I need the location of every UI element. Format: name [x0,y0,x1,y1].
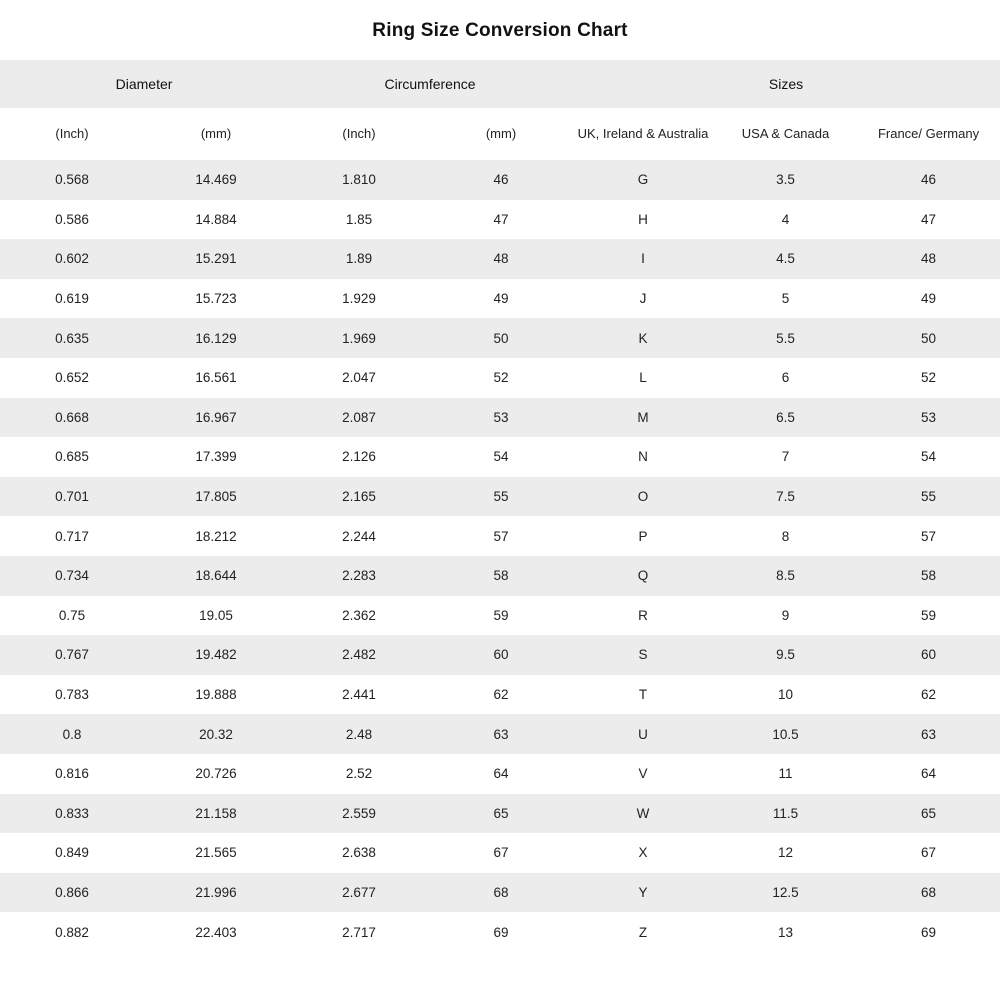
table-cell: U [572,714,714,754]
table-cell: 8.5 [714,556,857,596]
table-cell: 62 [857,675,1000,715]
table-cell: 6 [714,358,857,398]
table-cell: 17.805 [144,477,288,517]
table-cell: Z [572,912,714,952]
table-cell: 58 [857,556,1000,596]
table-cell: 2.087 [288,398,430,438]
table-cell: 16.129 [144,318,288,358]
table-cell: 1.810 [288,160,430,200]
table-cell: 48 [857,239,1000,279]
table-cell: T [572,675,714,715]
table-cell: 65 [857,794,1000,834]
column-header-uk-ireland-australia: UK, Ireland & Australia [572,108,714,160]
table-cell: 53 [857,398,1000,438]
table-cell: 0.767 [0,635,144,675]
table-cell: 2.283 [288,556,430,596]
table-cell: 57 [857,516,1000,556]
page-title: Ring Size Conversion Chart [372,20,628,41]
table-row [0,200,1000,240]
table-cell: 11.5 [714,794,857,834]
table-cell: P [572,516,714,556]
table-cell: 12.5 [714,873,857,913]
table-cell: 2.482 [288,635,430,675]
table-cell: 0.635 [0,318,144,358]
table-cell: 15.723 [144,279,288,319]
table-cell: 4.5 [714,239,857,279]
table-cell: 63 [857,714,1000,754]
table-cell: 8 [714,516,857,556]
table-cell: 2.48 [288,714,430,754]
group-header-diameter: Diameter [0,60,288,108]
table-cell: 1.85 [288,200,430,240]
table-cell: 16.967 [144,398,288,438]
table-cell: 0.866 [0,873,144,913]
table-cell: 0.602 [0,239,144,279]
table-row [0,556,1000,596]
table-cell: R [572,596,714,636]
table-cell: 14.884 [144,200,288,240]
table-cell: 2.126 [288,437,430,477]
table-cell: 2.52 [288,754,430,794]
table-cell: 0.717 [0,516,144,556]
table-cell: 65 [430,794,572,834]
table-cell: 21.158 [144,794,288,834]
table-cell: 2.559 [288,794,430,834]
table-cell: 55 [857,477,1000,517]
table-cell: 47 [430,200,572,240]
table-cell: 3.5 [714,160,857,200]
table-cell: 5 [714,279,857,319]
column-header-circumference-inch: (Inch) [288,108,430,160]
table-row [0,239,1000,279]
table-cell: 12 [714,833,857,873]
table-cell: V [572,754,714,794]
table-cell: N [572,437,714,477]
table-cell: 22.403 [144,912,288,952]
table-cell: 68 [857,873,1000,913]
table-cell: 2.677 [288,873,430,913]
table-cell: 0.833 [0,794,144,834]
table-cell: 49 [857,279,1000,319]
table-cell: M [572,398,714,438]
table-cell: 1.969 [288,318,430,358]
table-cell: 14.469 [144,160,288,200]
table-cell: 0.685 [0,437,144,477]
table-cell: S [572,635,714,675]
table-cell: 49 [430,279,572,319]
table-row [0,675,1000,715]
column-header-circumference-mm: (mm) [430,108,572,160]
table-cell: L [572,358,714,398]
table-cell: 0.734 [0,556,144,596]
table-row [0,794,1000,834]
table-row [0,754,1000,794]
table-cell: 64 [430,754,572,794]
table-cell: I [572,239,714,279]
table-cell: 48 [430,239,572,279]
table-cell: 58 [430,556,572,596]
group-header-circumference: Circumference [288,60,572,108]
table-row [0,635,1000,675]
table-cell: 10.5 [714,714,857,754]
table-row [0,279,1000,319]
table-cell: 2.165 [288,477,430,517]
table-row [0,318,1000,358]
table-cell: 47 [857,200,1000,240]
table-row [0,437,1000,477]
table-cell: 60 [430,635,572,675]
table-cell: 69 [857,912,1000,952]
table-cell: 0.8 [0,714,144,754]
table-cell: 9.5 [714,635,857,675]
table-cell: 11 [714,754,857,794]
table-cell: 53 [430,398,572,438]
table-cell: 0.619 [0,279,144,319]
table-cell: 19.482 [144,635,288,675]
table-cell: 2.441 [288,675,430,715]
table-cell: X [572,833,714,873]
table-cell: 67 [430,833,572,873]
table-cell: 2.244 [288,516,430,556]
table-cell: 68 [430,873,572,913]
table-cell: 4 [714,200,857,240]
table-cell: 1.89 [288,239,430,279]
table-cell: 69 [430,912,572,952]
table-cell: 2.362 [288,596,430,636]
table-row [0,477,1000,517]
table-cell: 15.291 [144,239,288,279]
table-cell: 46 [430,160,572,200]
sub-header-row [0,108,1000,160]
group-header-sizes: Sizes [572,60,1000,108]
table-row [0,873,1000,913]
table-cell: G [572,160,714,200]
table-cell: 1.929 [288,279,430,319]
table-cell: 0.882 [0,912,144,952]
table-cell: 54 [430,437,572,477]
table-cell: 2.638 [288,833,430,873]
table-cell: 7 [714,437,857,477]
column-header-france-germany: France/ Germany [857,108,1000,160]
table-cell: 7.5 [714,477,857,517]
table-cell: 16.561 [144,358,288,398]
column-header-diameter-mm: (mm) [144,108,288,160]
table-cell: 5.5 [714,318,857,358]
table-cell: 59 [857,596,1000,636]
table-cell: 63 [430,714,572,754]
table-cell: 19.888 [144,675,288,715]
table-cell: 21.996 [144,873,288,913]
table-cell: 57 [430,516,572,556]
table-cell: J [572,279,714,319]
table-cell: 20.32 [144,714,288,754]
table-row [0,398,1000,438]
group-header-row [0,60,1000,108]
table-cell: 0.849 [0,833,144,873]
table-cell: 46 [857,160,1000,200]
table-cell: 0.783 [0,675,144,715]
table-cell: O [572,477,714,517]
table-cell: 0.75 [0,596,144,636]
table-cell: 0.652 [0,358,144,398]
table-cell: Y [572,873,714,913]
table-cell: 52 [857,358,1000,398]
table-cell: 0.568 [0,160,144,200]
table-cell: 0.668 [0,398,144,438]
table-cell: 67 [857,833,1000,873]
table-head [0,60,1000,160]
column-header-usa-canada: USA & Canada [714,108,857,160]
table-row [0,516,1000,556]
table-cell: 52 [430,358,572,398]
table-cell: 17.399 [144,437,288,477]
table-cell: 13 [714,912,857,952]
table-row [0,714,1000,754]
table-cell: W [572,794,714,834]
table-cell: 50 [857,318,1000,358]
table-cell: 62 [430,675,572,715]
table-cell: K [572,318,714,358]
table-cell: 54 [857,437,1000,477]
table-cell: 2.047 [288,358,430,398]
ring-size-conversion-table [0,60,1000,952]
table-row [0,912,1000,952]
table-cell: 9 [714,596,857,636]
column-header-diameter-inch: (Inch) [0,108,144,160]
table-cell: 10 [714,675,857,715]
table-cell: 6.5 [714,398,857,438]
table-cell: 60 [857,635,1000,675]
table-row [0,596,1000,636]
table-cell: H [572,200,714,240]
table-row [0,358,1000,398]
table-row [0,833,1000,873]
table-row [0,160,1000,200]
table-cell: 55 [430,477,572,517]
table-cell: 59 [430,596,572,636]
table-cell: 50 [430,318,572,358]
table-cell: 20.726 [144,754,288,794]
table-cell: 2.717 [288,912,430,952]
table-cell: 0.816 [0,754,144,794]
table-cell: 0.586 [0,200,144,240]
table-cell: 18.644 [144,556,288,596]
table-cell: 19.05 [144,596,288,636]
table-cell: 18.212 [144,516,288,556]
table-cell: Q [572,556,714,596]
table-cell: 64 [857,754,1000,794]
table-cell: 21.565 [144,833,288,873]
table-cell: 0.701 [0,477,144,517]
table-body [0,160,1000,952]
